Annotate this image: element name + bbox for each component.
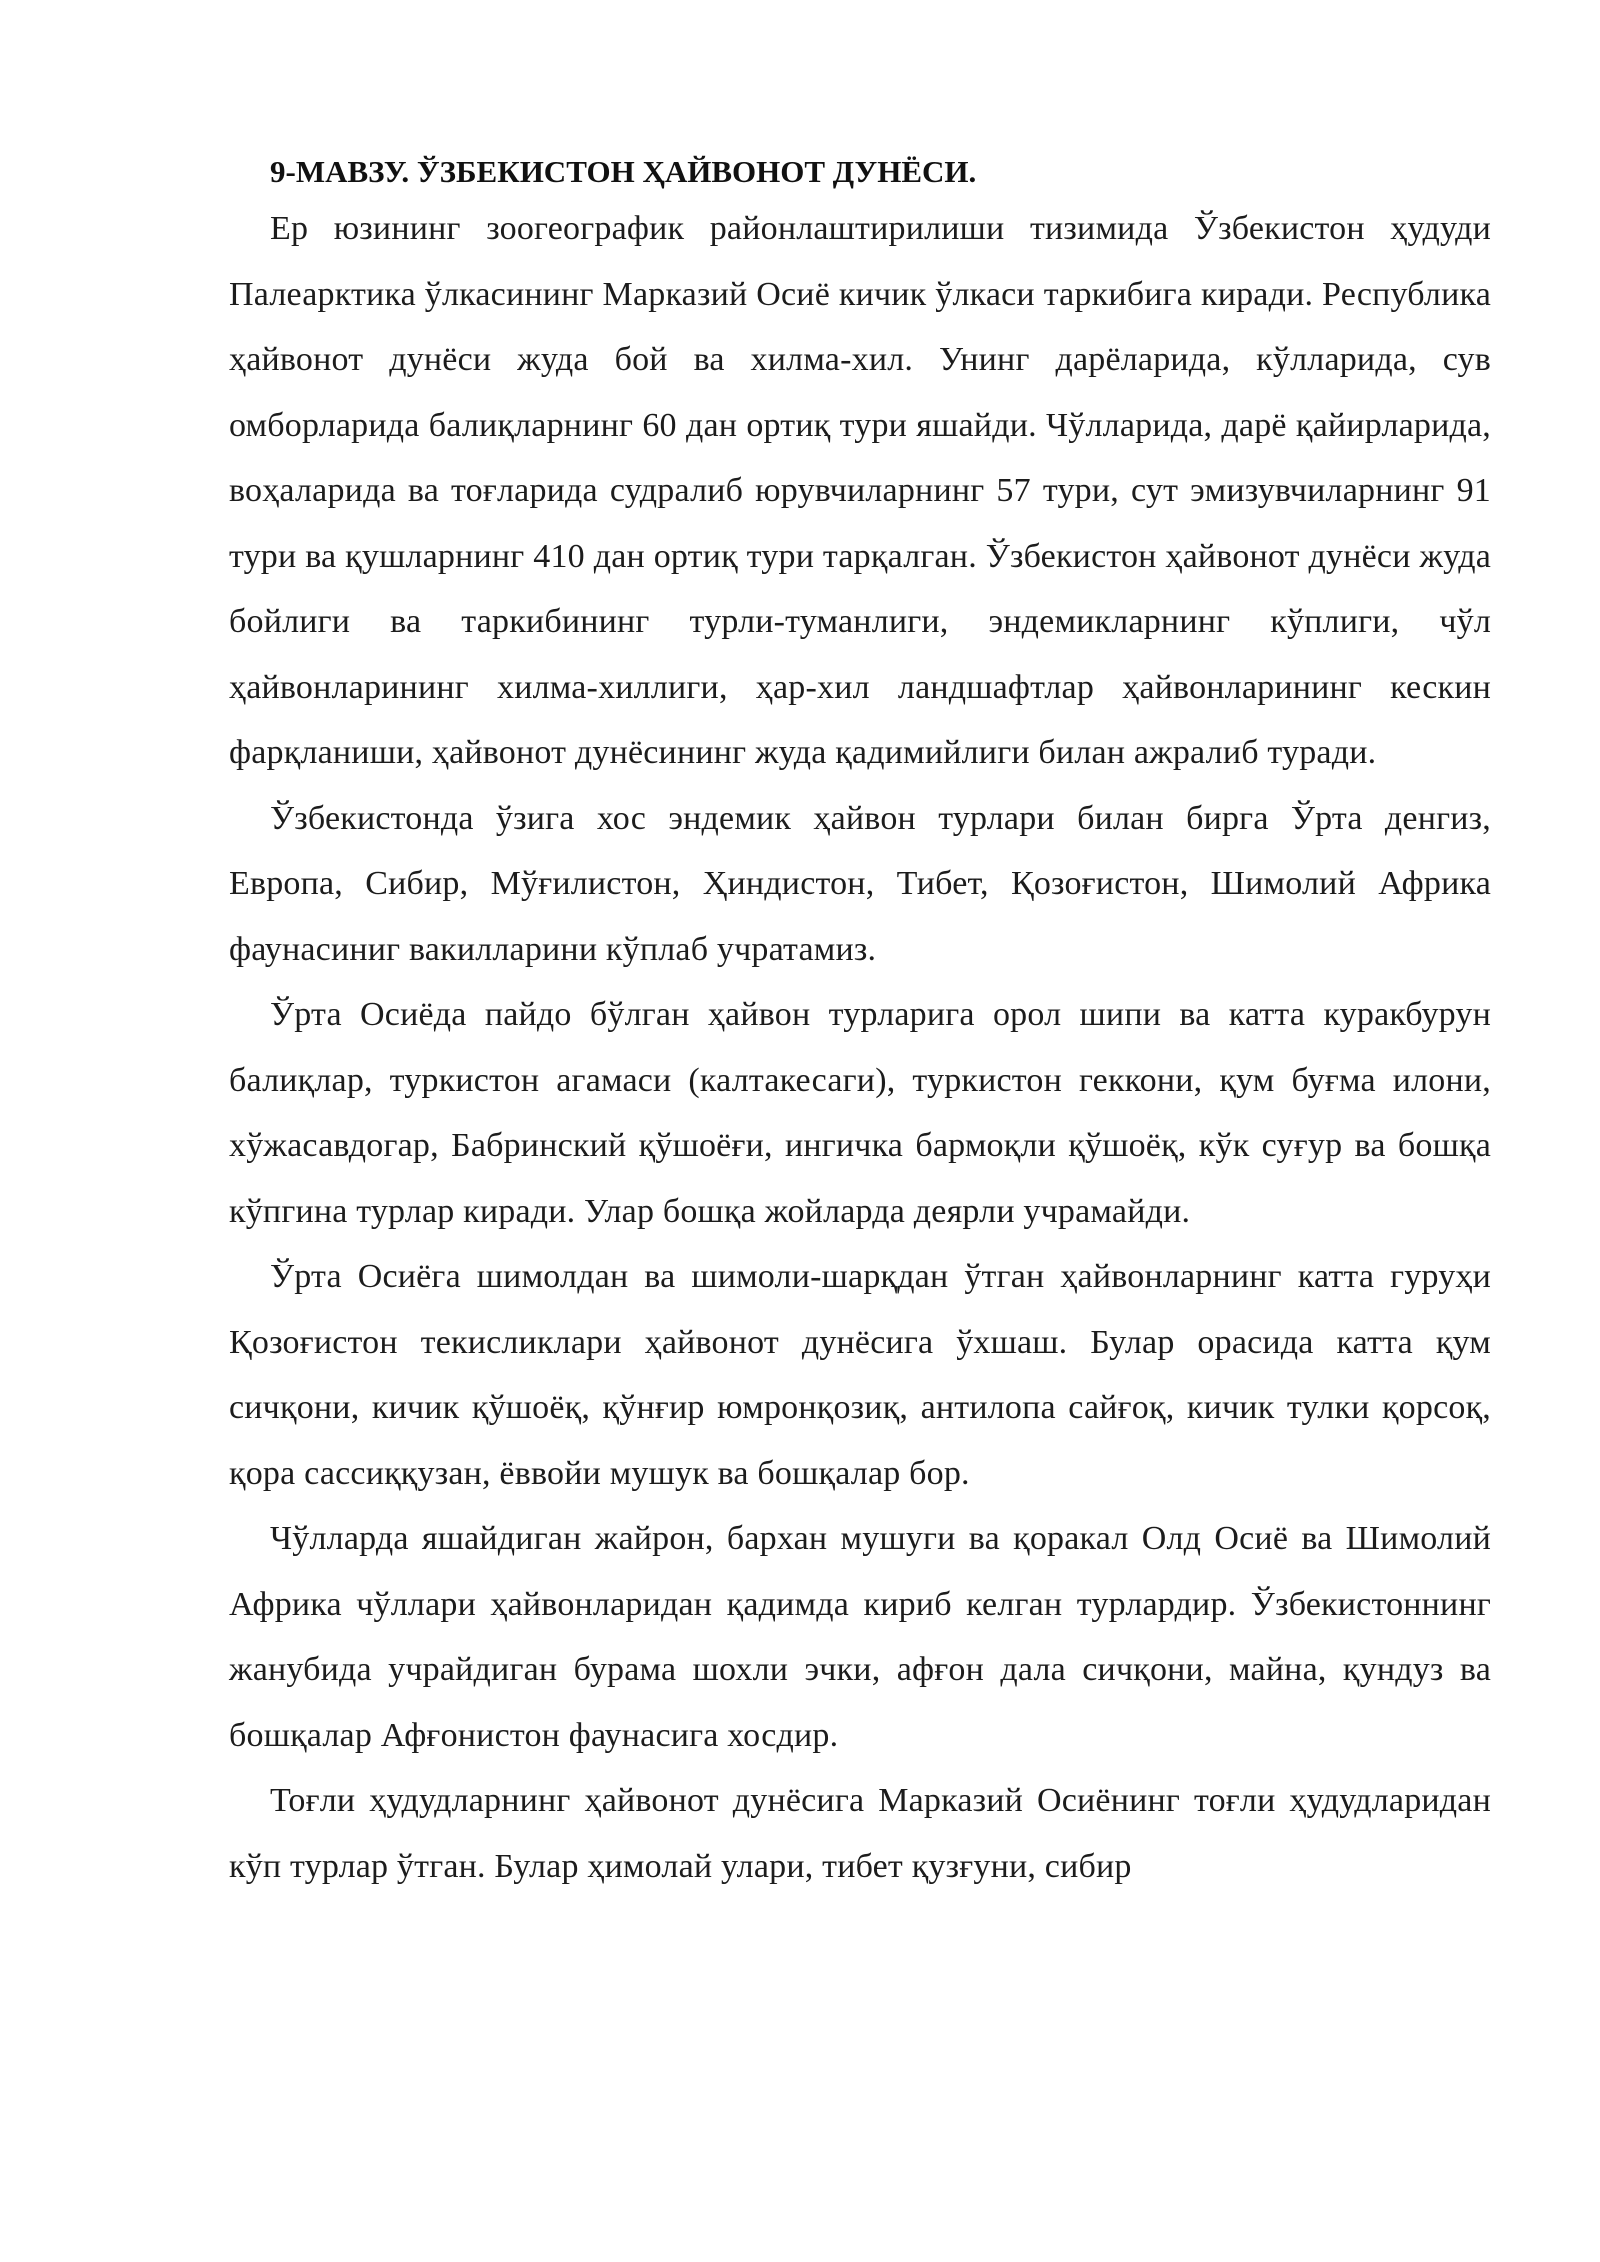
paragraph-mountain-species: Тоғли ҳудудларнинг ҳайвонот дунёсига Марказий Осиёнинг тоғли ҳудудларидан кўп турлар ўтган. Булар ҳимолай улари, тибет қузғуни, сибир — [229, 1782, 1491, 1885]
document-title: 9-МАВЗУ. ЎЗБЕКИСТОН ҲАЙВОНОТ ДУНЁСИ. — [270, 154, 977, 189]
paragraph-central-asian-species: Ўрта Осиёда пайдо бўлган ҳайвон турларига орол шипи ва катта куракбурун балиқлар, туркистон агамаси (калтакесаги), туркистон геккони, қум буғма илони, хўжасавдогар, Бабринский қўшоёғи, ингичка бармоқли қўшоёқ, кўк суғур ва бошқа кўпгина турлар киради. Улар бошқа жойларда деярли учрамайди. — [229, 996, 1491, 1230]
paragraph-zoogeography: Ер юзининг зоогеографик районлаштирилиши тизимида Ўзбекистон ҳудуди Палеарктика ўлкасининг Марказий Осиё кичик ўлкаси таркибига киради. Республика ҳайвонот дунёси жуда бой ва хилма-хил. Унинг дарёларида, кўлларида, сув омборларида балиқларнинг 60 дан ортиқ тури яшайди. Чўлларида, дарё қайирларида, воҳаларида ва тоғларида судралиб юрувчиларнинг 57 тури, сут эмизувчиларнинг 91 тури ва қушларнинг 410 дан ортиқ тури тарқалган. Ўзбекистон ҳайвонот дунёси жуда бойлиги ва таркибининг турли-туманлиги, эндемикларнинг кўплиги, чўл ҳайвонларининг хилма-хиллиги, ҳар-хил ландшафтлар ҳайвонларининг кескин фарқланиши, ҳайвонот дунёсининг жуда қадимийлиги билан ажралиб туради. — [229, 210, 1491, 771]
paragraph-northern-species: Ўрта Осиёга шимолдан ва шимоли-шарқдан ўтган ҳайвонларнинг катта гуруҳи Қозоғистон текисликлари ҳайвонот дунёсига ўхшаш. Булар орасида катта қум сичқони, кичик қўшоёқ, қўнғир юмронқозиқ, антилопа сайғоқ, кичик тулки қорсоқ, қора сассиққузан, ёввойи мушук ва бошқалар бор. — [229, 1258, 1491, 1492]
paragraph-desert-species: Чўлларда яшайдиган жайрон, бархан мушуги ва қоракал Олд Осиё ва Шимолий Африка чўллари ҳайвонларидан қадимда кириб келган турлардир. Ўзбекистоннинг жанубида учрайдиган бурама шохли эчки, афғон дала сичқони, майна, қундуз ва бошқалар Афғонистон фаунасига хосдир. — [229, 1520, 1491, 1754]
paragraph-fauna-origins: Ўзбекистонда ўзига хос эндемик ҳайвон турлари билан бирга Ўрта денгиз, Европа, Сибир, Мўғилистон, Ҳиндистон, Тибет, Қозоғистон, Шимолий Африка фаунасиниг вакилларини кўплаб учратамиз. — [229, 799, 1491, 968]
document-body — [229, 148, 1491, 1899]
